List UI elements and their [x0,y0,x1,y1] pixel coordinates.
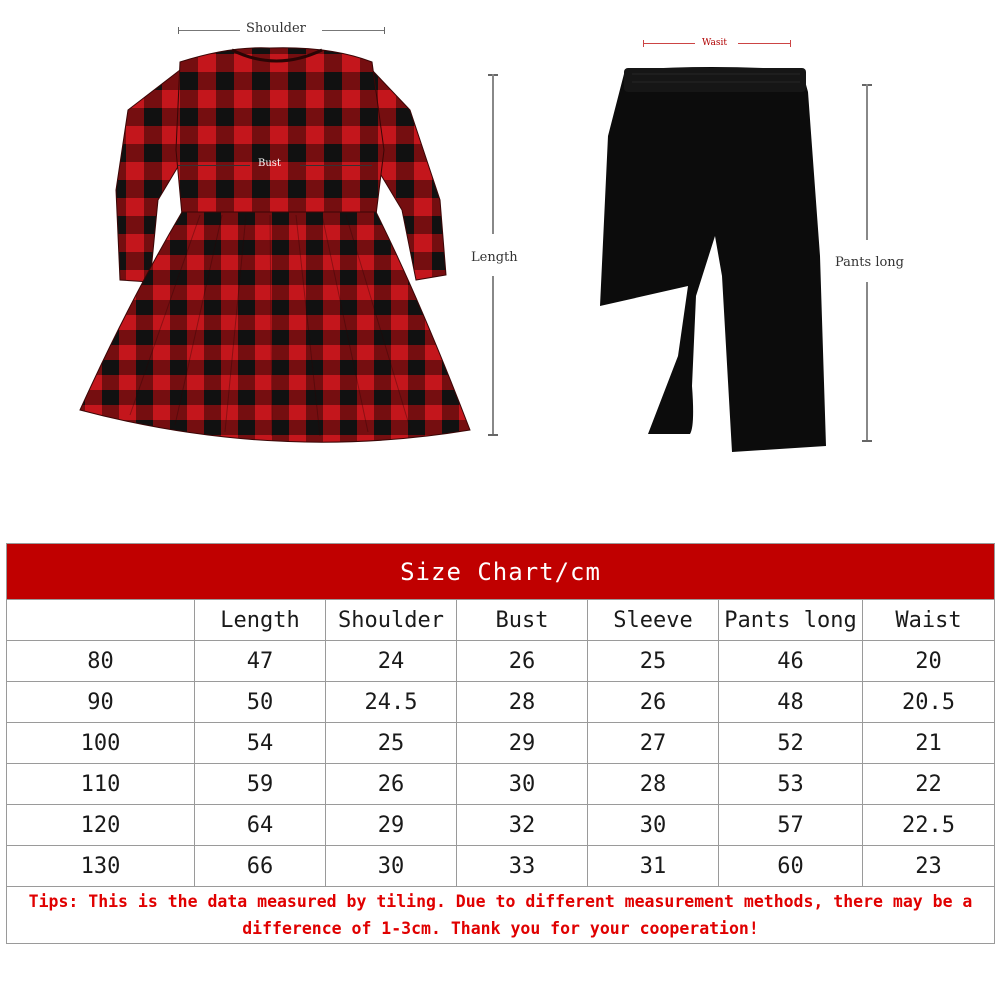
cell-sleeve: 26 [588,682,719,723]
cell-sleeve: 27 [588,723,719,764]
cell-size: 100 [7,723,195,764]
header-pants-long: Pants long [719,600,863,641]
tips-row [7,887,995,944]
cell-bust: 28 [457,682,588,723]
waist-line-right [738,43,790,44]
length-cap-bottom [488,434,498,436]
cell-bust: 26 [457,641,588,682]
cell-bust: 32 [457,805,588,846]
plaid-dress-image [0,0,480,460]
cell-sleeve: 31 [588,846,719,887]
cell-pants-long: 46 [719,641,863,682]
table-row [7,723,995,764]
waist-line-left [643,43,695,44]
cell-length: 66 [195,846,326,887]
cell-bust: 29 [457,723,588,764]
table-row [7,805,995,846]
cell-waist: 21 [863,723,995,764]
cell-shoulder: 24 [326,641,457,682]
length-line-bottom [492,276,494,436]
waist-label: Wasit [702,38,727,48]
cell-waist: 22.5 [863,805,995,846]
header-shoulder: Shoulder [326,600,457,641]
size-chart-table [6,543,995,944]
black-pants-image [580,56,840,476]
pants-long-cap-bottom [862,440,872,442]
pants-long-line-bottom [866,282,868,442]
header-waist: Waist [863,600,995,641]
cell-pants-long: 52 [719,723,863,764]
cell-bust: 33 [457,846,588,887]
cell-waist: 20.5 [863,682,995,723]
cell-shoulder: 29 [326,805,457,846]
header-length: Length [195,600,326,641]
pants-long-line-top [866,84,868,240]
pants-long-label: Pants long [835,255,904,270]
cell-bust: 30 [457,764,588,805]
header-sleeve: Sleeve [588,600,719,641]
table-row [7,682,995,723]
cell-pants-long: 60 [719,846,863,887]
size-chart-title: Size Chart/cm [7,544,995,600]
bust-label: Bust [258,158,281,169]
table-header-row [7,600,995,641]
cell-pants-long: 53 [719,764,863,805]
length-label: Length [471,250,518,265]
cell-sleeve: 25 [588,641,719,682]
table-row [7,764,995,805]
cell-length: 54 [195,723,326,764]
table-row [7,641,995,682]
cell-shoulder: 26 [326,764,457,805]
tips-text: Tips: This is the data measured by tiling. Due to different measurement methods, there may be a difference of 1-3cm. Thank you for your cooperation! [7,887,995,944]
bust-line-right [300,165,372,166]
cell-size: 110 [7,764,195,805]
size-chart-title-row [7,544,995,600]
waist-cap-left [643,40,644,47]
length-line-top [492,74,494,234]
cell-sleeve: 28 [588,764,719,805]
header-size [7,600,195,641]
cell-length: 59 [195,764,326,805]
cell-size: 90 [7,682,195,723]
cell-shoulder: 30 [326,846,457,887]
cell-pants-long: 57 [719,805,863,846]
cell-pants-long: 48 [719,682,863,723]
cell-size: 80 [7,641,195,682]
bust-line-left [178,165,250,166]
cell-length: 50 [195,682,326,723]
shoulder-label: Shoulder [246,21,306,36]
cell-waist: 22 [863,764,995,805]
cell-size: 130 [7,846,195,887]
table-row [7,846,995,887]
cell-shoulder: 24.5 [326,682,457,723]
cell-length: 64 [195,805,326,846]
cell-shoulder: 25 [326,723,457,764]
waist-cap-right [790,40,791,47]
cell-waist: 20 [863,641,995,682]
cell-waist: 23 [863,846,995,887]
cell-length: 47 [195,641,326,682]
cell-size: 120 [7,805,195,846]
cell-sleeve: 30 [588,805,719,846]
header-bust: Bust [457,600,588,641]
